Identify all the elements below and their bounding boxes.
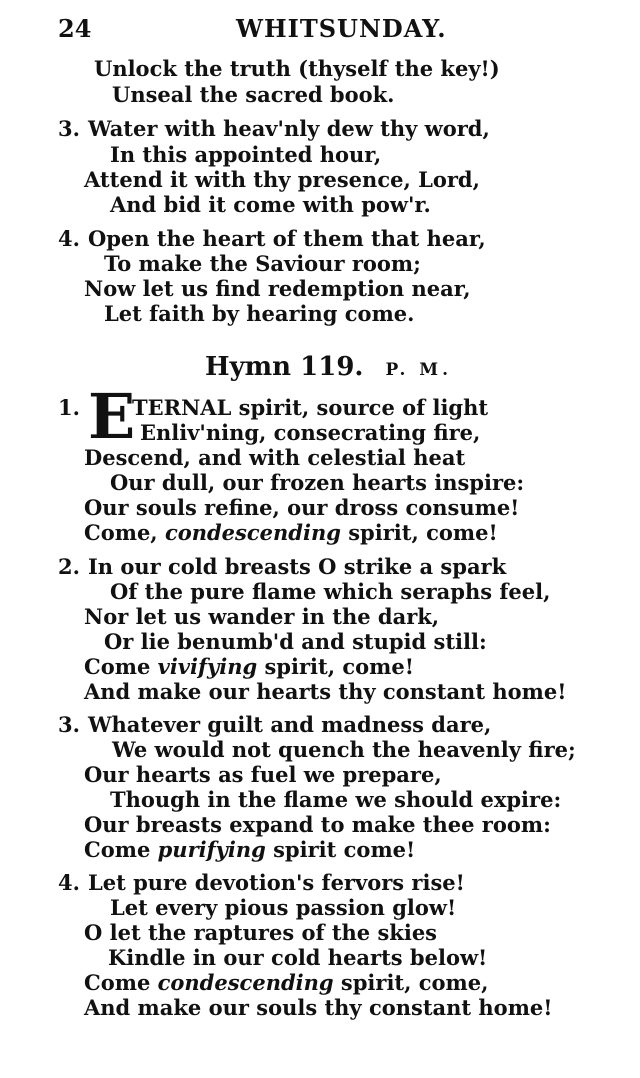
hymn-title <box>205 352 452 382</box>
verse-line: Or lie benumb'd and stupid still: <box>104 629 487 654</box>
verse-line: Our hearts as fuel we prepare, <box>84 762 442 787</box>
verse-line: To make the Saviour room; <box>104 251 421 276</box>
verse-line: Our dull, our frozen hearts inspire: <box>110 470 525 495</box>
verse-line: And make our hearts thy constant home! <box>84 679 567 704</box>
verse-line: Descend, and with celestial heat <box>84 445 466 470</box>
verse-text: Come <box>84 970 151 995</box>
verse-emphasis: condescending <box>164 520 341 545</box>
verse-line: O let the raptures of the skies <box>84 920 438 945</box>
verse-first-line <box>58 554 506 580</box>
verse-line: Unseal the sacred book. <box>112 82 395 107</box>
verse-line: Enliv'ning, consecrating fire, <box>140 420 481 445</box>
verse-line <box>84 970 488 996</box>
verse-line <box>84 520 498 546</box>
verse-line: Attend it with thy presence, Lord, <box>84 167 480 192</box>
page-header <box>0 14 640 46</box>
verse-line: Our souls refine, our dross consume! <box>84 495 520 520</box>
verse-text: Come <box>84 654 151 679</box>
verse-line: Let pure devotion's fervors rise! <box>87 870 465 895</box>
verse-line: In our cold breasts O strike a spark <box>87 554 507 579</box>
verse-emphasis: condescending <box>157 970 334 995</box>
verse-emphasis: purifying <box>157 837 266 862</box>
verse-line: TERNAL spirit, source of light <box>132 395 489 420</box>
verse-line: And make our souls thy constant home! <box>84 995 553 1020</box>
verse-first-line <box>58 116 490 142</box>
verse-line: Whatever guilt and madness dare, <box>87 712 492 737</box>
verse-line: Of the pure flame which seraphs feel, <box>110 579 551 604</box>
verse-line: In this appointed hour, <box>110 142 382 167</box>
verse-line: Though in the flame we should expire: <box>110 787 562 812</box>
verse-text: spirit come! <box>273 837 416 862</box>
verse-first-line <box>58 870 465 896</box>
verse-line: We would not quench the heavenly fire; <box>112 737 576 762</box>
running-head: WHITSUNDAY. <box>236 14 447 43</box>
verse-emphasis: vivifying <box>157 654 258 679</box>
drop-cap: E <box>88 380 136 453</box>
verse-first-line <box>58 712 491 738</box>
verse-line <box>84 837 415 863</box>
verse-number: 4. <box>58 226 80 251</box>
verse-text: spirit, come! <box>348 520 498 545</box>
verse-first-line <box>58 226 486 252</box>
verse-number: 3. <box>58 116 80 141</box>
verse-line <box>84 654 414 680</box>
verse-number: 1. <box>58 395 80 420</box>
verse-line: Open the heart of them that hear, <box>87 226 486 251</box>
verse-line: Let faith by hearing come. <box>104 301 415 326</box>
verse-line: Our breasts expand to make thee room: <box>84 812 551 837</box>
verse-number: 2. <box>58 554 80 579</box>
hymn-number: Hymn 119. <box>205 352 364 382</box>
hymn-meter: P. M. <box>385 360 453 380</box>
page-number: 24 <box>58 14 92 43</box>
verse-text: spirit, come, <box>340 970 489 995</box>
verse-text: Come <box>84 837 151 862</box>
verse-line: And bid it come with pow'r. <box>110 192 431 217</box>
verse-text: Come, <box>84 520 158 545</box>
verse-line: Water with heav'nly dew thy word, <box>87 116 490 141</box>
verse-line: Nor let us wander in the dark, <box>84 604 440 629</box>
verse-number: 4. <box>58 870 80 895</box>
verse-line: Now let us find redemption near, <box>84 276 471 301</box>
verse-line: Kindle in our cold hearts below! <box>108 945 488 970</box>
verse-text: spirit, come! <box>264 654 414 679</box>
verse-number: 3. <box>58 712 80 737</box>
verse-line: Let every pious passion glow! <box>110 895 457 920</box>
verse-line: Unlock the truth (thyself the key!) <box>94 56 500 81</box>
